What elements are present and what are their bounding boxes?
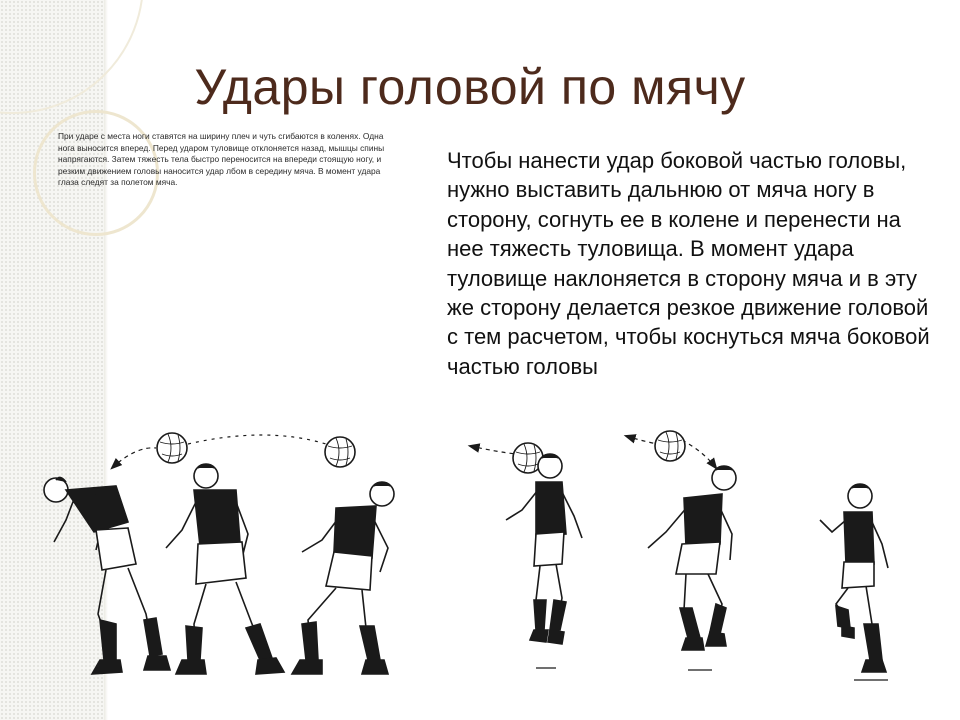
player-figure — [506, 454, 582, 644]
player-figure — [44, 477, 170, 674]
player-figure — [292, 482, 394, 674]
side-header-description: Чтобы нанести удар боковой частью головы, нужно выставить дальнюю от мяча ногу в сторону, согнуть ее в колене и перенести на нее тяжесть туловища. В момент удара туловище наклоняется в сторону мяча и в эту же сторону делается резкое движение головой с тем расчетом, чтобы коснуться мяча боковой частью головы — [447, 148, 930, 379]
player-figure — [820, 484, 888, 672]
left-group-flight-path — [112, 435, 326, 468]
ground-marks — [536, 668, 888, 680]
player-figure — [648, 466, 736, 650]
header-technique-illustration — [36, 424, 920, 696]
player-figure — [166, 464, 284, 674]
standing-header-description: При ударе с места ноги ставятся на ширину плеч и чуть сгибаются в коленях. Одна нога выносится вперед. Перед ударом туловище отклоняется назад, мышцы спины напрягаются. Затем тяжесть тела быстро переносится на впереди стоящую ногу, и резким движением головы наносится удар лбом в середину мяча. В момент удара глаза следят за полетом мяча. — [58, 131, 385, 188]
ball-icon — [655, 431, 685, 461]
ball-icon — [325, 437, 355, 467]
ball-icon — [157, 433, 187, 463]
slide-title: Удары головой по мячу — [194, 59, 746, 115]
